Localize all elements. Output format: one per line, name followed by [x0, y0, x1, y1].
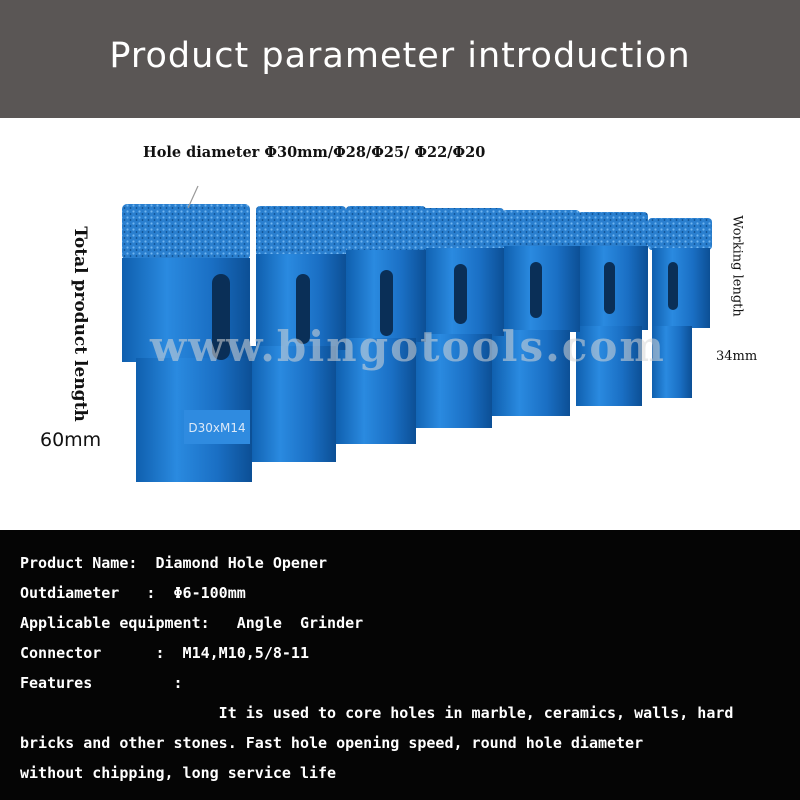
- page-title: Product parameter introduction: [109, 36, 691, 76]
- specifications-panel: [0, 530, 800, 800]
- spec-product-name: Product Name: Diamond Hole Opener: [20, 554, 328, 572]
- spec-connector: Connector : M14,M10,5/8-11: [20, 644, 309, 662]
- watermark: www.bingotools.com: [150, 322, 666, 371]
- working-length-label: Working length: [729, 215, 745, 317]
- total-length-label: Total product length: [70, 226, 90, 422]
- spec-applicable-equipment: Applicable equipment: Angle Grinder: [20, 614, 364, 632]
- spec-outdiameter: Outdiameter : Φ6-100mm: [20, 584, 246, 602]
- hole-diameter-label: Hole diameter Φ30mm/Φ28/Φ25/ Φ22/Φ20: [143, 144, 486, 161]
- spec-features-text-1: It is used to core holes in marble, ceramics, walls, hard: [20, 704, 734, 722]
- spec-features-text-2: bricks and other stones. Fast hole opening speed, round hole diameter: [20, 734, 644, 752]
- core-bit-22: [576, 212, 648, 406]
- core-bit-25: [492, 210, 580, 416]
- engraved-label: D30xM14: [188, 421, 246, 435]
- spec-features-text-3: without chipping, long service life: [20, 764, 337, 782]
- total-length-value: 60mm: [40, 429, 102, 451]
- spec-features: Features :: [20, 674, 183, 692]
- working-length-value: 34mm: [716, 349, 758, 364]
- core-bit-20: [648, 218, 712, 398]
